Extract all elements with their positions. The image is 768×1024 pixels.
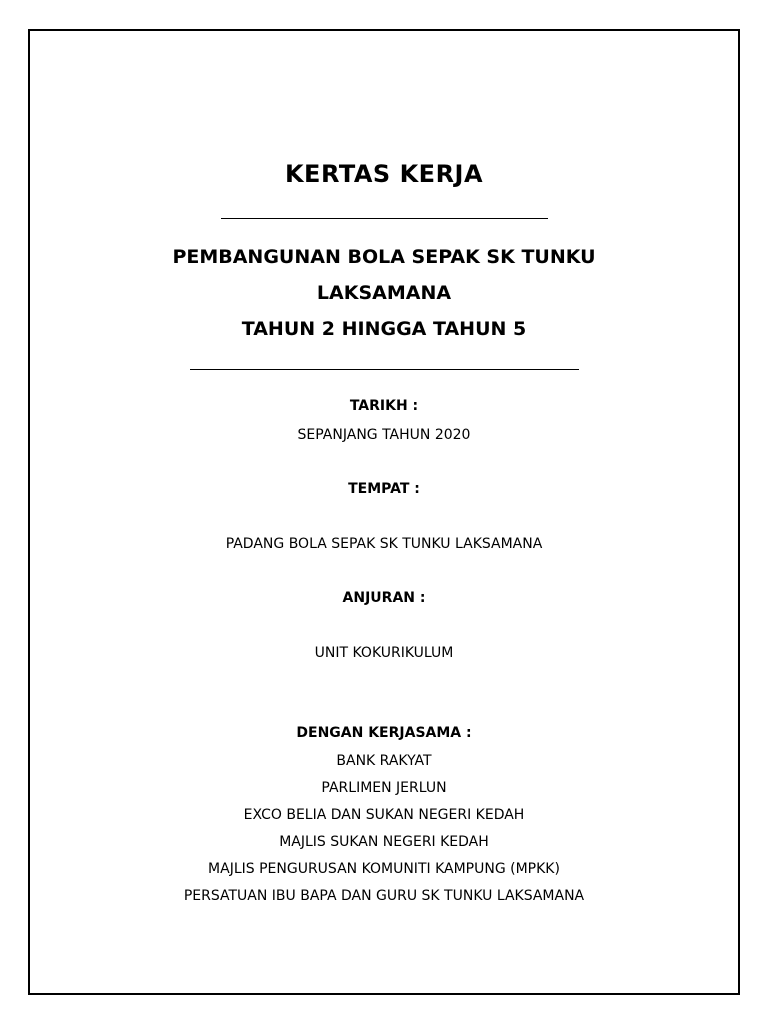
anjuran-label: ANJURAN : [342,590,426,606]
subtitle-divider [190,369,579,370]
tempat-value: PADANG BOLA SEPAK SK TUNKU LAKSAMANA [225,536,543,552]
kerjasama-label: DENGAN KERJASAMA : [296,725,472,741]
document-title: KERTAS KERJA [284,160,484,188]
tarikh-label: TARIKH : [349,398,419,414]
kerjasama-item-exco-belia: EXCO BELIA DAN SUKAN NEGERI KEDAH [243,807,525,823]
anjuran-value: UNIT KOKURIKULUM [314,645,454,661]
tempat-label: TEMPAT : [348,481,420,497]
kerjasama-item-mpkk: MAJLIS PENGURUSAN KOMUNITI KAMPUNG (MPKK) [208,861,560,877]
subtitle-line-2: LAKSAMANA [316,282,452,304]
kerjasama-item-parlimen-jerlun: PARLIMEN JERLUN [321,780,447,796]
kerjasama-item-bank-rakyat: BANK RAKYAT [336,753,432,769]
kerjasama-item-majlis-sukan: MAJLIS SUKAN NEGERI KEDAH [279,834,489,850]
subtitle-line-3: TAHUN 2 HINGGA TAHUN 5 [241,318,527,340]
title-divider [221,218,548,219]
kerjasama-item-pibg: PERSATUAN IBU BAPA DAN GURU SK TUNKU LAKSAMANA [183,888,585,904]
subtitle-line-1: PEMBANGUNAN BOLA SEPAK SK TUNKU [172,246,596,268]
tarikh-value: SEPANJANG TAHUN 2020 [297,427,471,443]
kerjasama-list [0,752,768,914]
